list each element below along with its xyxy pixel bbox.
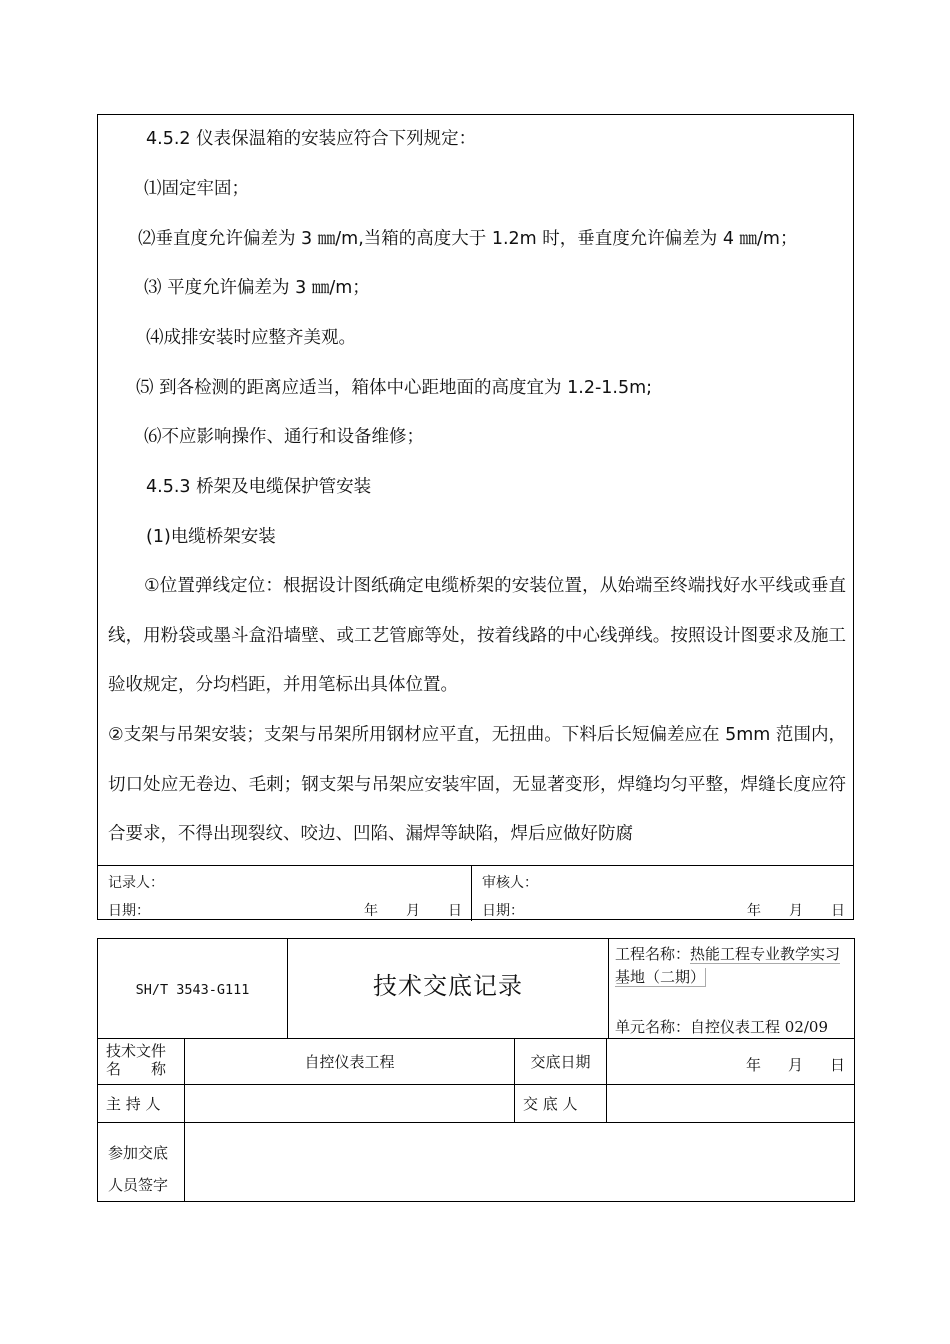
clause-item-5: ⑸ 到各检测的距离应适当，箱体中心距地面的高度宜为 1.2-1.5m; xyxy=(136,378,653,398)
handover-month: 月 xyxy=(788,1056,804,1074)
signature-row xyxy=(98,865,853,921)
recorder-year: 年 xyxy=(364,903,378,919)
attendees-label-line2: 人员签字 xyxy=(108,1176,169,1194)
recorder-month: 月 xyxy=(406,903,420,919)
presenter-label-cell xyxy=(515,1085,607,1123)
unit-name: 单元名称：自控仪表工程 02/09 xyxy=(615,1018,828,1036)
standard-code: SH/T 3543-G111 xyxy=(135,982,250,998)
doc-name-label-line1: 技术文件 xyxy=(106,1042,167,1060)
clause-item-1: ⑴固定牢固； xyxy=(144,179,249,199)
doc-name-value: 自控仪表工程 xyxy=(304,1053,395,1071)
handover-date-label-cell xyxy=(515,1039,607,1085)
recorder-day: 日 xyxy=(448,903,462,919)
handover-date-value-cell[interactable] xyxy=(607,1039,854,1085)
host-label: 主 持 人 xyxy=(106,1095,161,1113)
reviewer-date-label: 日期： xyxy=(482,903,524,919)
presenter-value-cell[interactable] xyxy=(607,1085,854,1123)
recorder-date-label: 日期： xyxy=(108,903,150,919)
host-label-cell xyxy=(98,1085,185,1123)
handover-day: 日 xyxy=(830,1056,846,1074)
recorder-label: 记录人： xyxy=(108,875,164,891)
attendees-label-line1: 参加交底 xyxy=(108,1144,169,1162)
reviewer-label: 审核人： xyxy=(482,875,538,891)
handover-date-label: 交底日期 xyxy=(530,1053,591,1071)
attendees-label-cell xyxy=(98,1123,185,1201)
project-name xyxy=(615,943,849,989)
project-name-value: 热能工程专业教学实习基地（二期） xyxy=(615,945,841,986)
technical-handover-form xyxy=(97,938,855,1202)
host-value-cell[interactable] xyxy=(185,1085,515,1123)
paragraph-bracket-installation: ②支架与吊架安装；支架与吊架所用钢材应平直，无扭曲。下料后长短偏差应在 5mm 范围内，切口处应无卷边、毛刺；钢支架与吊架应安装牢固，无显著变形，焊缝均匀平整，焊缝长度应符合要求，不得出现裂纹、咬边、凹陷、漏焊等缺陷，焊后应做好防腐 xyxy=(108,725,846,844)
clause-item-2: ⑵垂直度允许偏差为 3 ㎜/m,当箱的高度大于 1.2m 时，垂直度允许偏差为 4 ㎜/m； xyxy=(138,229,798,249)
paragraph-line-positioning: ①位置弹线定位：根据设计图纸确定电缆桥架的安装位置，从始端至终端找好水平线或垂直线，用粉袋或墨斗盒沿墙壁、或工艺管廊等处，按着线路的中心线弹线。按照设计图要求及施工验收规定，分均档距，并用笔标出具体位置。 xyxy=(108,576,846,695)
doc-name-label-line2: 名 称 xyxy=(106,1060,167,1078)
handover-year: 年 xyxy=(746,1056,762,1074)
attendees-signature-cell[interactable] xyxy=(185,1123,854,1201)
presenter-label: 交 底 人 xyxy=(523,1095,578,1113)
clause-item-4: ⑷成排安装时应整齐美观。 xyxy=(146,328,356,348)
content-box xyxy=(97,114,854,920)
doc-name-value-cell[interactable] xyxy=(185,1039,515,1085)
subclause-cable-tray: (1)电缆桥架安装 xyxy=(146,527,276,547)
recorder-cell xyxy=(98,866,472,921)
form-title-cell xyxy=(288,939,609,1039)
project-info-cell xyxy=(609,939,854,1039)
clause-4-5-3-heading: 4.5.3 桥架及电缆保护管安装 xyxy=(146,477,372,497)
reviewer-year: 年 xyxy=(747,903,761,919)
clause-4-5-2-heading: 4.5.2 仪表保温箱的安装应符合下列规定： xyxy=(146,129,477,149)
standard-code-cell xyxy=(98,939,288,1039)
form-title: 技术交底记录 xyxy=(373,972,523,1000)
clause-item-6: ⑹不应影响操作、通行和设备维修； xyxy=(144,427,424,447)
reviewer-day: 日 xyxy=(831,903,845,919)
project-name-prefix: 工程名称： xyxy=(615,945,691,963)
doc-name-label-cell xyxy=(98,1039,185,1085)
reviewer-cell xyxy=(472,866,854,921)
clause-item-3: ⑶ 平度允许偏差为 3 ㎜/m； xyxy=(144,278,370,298)
reviewer-month: 月 xyxy=(789,903,803,919)
